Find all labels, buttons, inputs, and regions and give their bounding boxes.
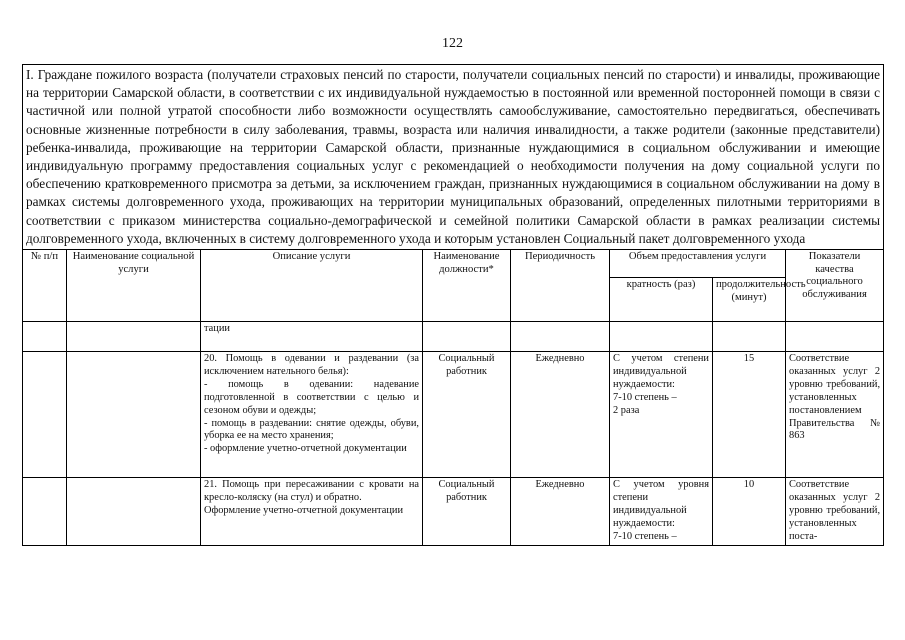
row-quality: [786, 322, 884, 352]
row-description: [201, 352, 423, 478]
heading-row: [23, 65, 884, 250]
row-multiplicity: [610, 478, 713, 546]
row-periodicity: Ежедневно: [511, 352, 610, 478]
header-description: Описание услуги: [201, 250, 423, 322]
header-position: Наименование должности*: [423, 250, 511, 322]
row-num: [23, 352, 67, 478]
row-position: Социальный работник: [423, 352, 511, 478]
row-description: [201, 322, 423, 352]
table-row: [23, 478, 884, 546]
row-position: Социальный работник: [423, 478, 511, 546]
header-multiplicity: кратность (раз): [610, 278, 713, 322]
multiplicity-line: 7-10 степень –: [613, 530, 677, 542]
row-num: [23, 322, 67, 352]
row-duration: 10: [713, 478, 786, 546]
header-service-name: Наименование социальной услуги: [67, 250, 201, 322]
row-periodicity: Ежедневно: [511, 478, 610, 546]
row-num: [23, 478, 67, 546]
table-row: [23, 322, 884, 352]
description-line: - помощь в раздевании: снятие одежды, обуви, уборка ее на место хранения;: [204, 417, 419, 442]
description-line: 21. Помощь при пересаживании с кровати на кресло-коляску (на стул) и обратно.: [204, 479, 419, 503]
row-quality: [786, 478, 884, 546]
description-line: 20. Помощь в одевании и раздевании (за исключением нательного белья):: [204, 353, 419, 377]
row-service-name: [67, 322, 201, 352]
services-table: [22, 64, 884, 546]
multiplicity-line: С учетом степени индивидуальной нуждаемости:: [613, 353, 709, 390]
description-line: тации: [204, 323, 230, 335]
row-duration: 15: [713, 352, 786, 478]
header-volume: Объем предоставления услуги: [610, 250, 786, 278]
row-quality: [786, 352, 884, 478]
row-service-name: [67, 478, 201, 546]
description-line: - оформление учетно-отчетной документации: [204, 443, 407, 455]
multiplicity-line: 2 раза: [613, 404, 640, 416]
quality-line: Соответствие оказанных услуг 2 уровню требований, установленных постановлением Правительства № 863: [789, 353, 881, 442]
header-duration: продолжительность (минут): [713, 278, 786, 322]
row-multiplicity: [610, 352, 713, 478]
header-row: [23, 250, 884, 278]
row-position: [423, 322, 511, 352]
description-line: Оформление учетно-отчетной документации: [204, 504, 404, 516]
row-description: [201, 478, 423, 546]
quality-line: Соответствие оказанных услуг 2 уровню требований, установленных поста-: [789, 479, 881, 542]
row-duration: [713, 322, 786, 352]
row-service-name: [67, 352, 201, 478]
page-number: 122: [442, 36, 463, 51]
header-periodicity: Периодичность: [511, 250, 610, 322]
table-row: [23, 352, 884, 478]
row-periodicity: [511, 322, 610, 352]
multiplicity-line: 7-10 степень –: [613, 391, 677, 403]
multiplicity-line: С учетом уровня степени индивидуальной нуждаемости:: [613, 479, 709, 529]
header-quality: Показатели качества социального обслуживания: [786, 250, 884, 322]
description-line: - помощь в одевании: надевание подготовленной в соответствии с целью и сезоном обуви и одежды;: [204, 378, 419, 416]
category-heading: I. Граждане пожилого возраста (получатели страховых пенсий по старости, получатели социальных пенсий по старости) и инвалиды, проживающие на территории Самарской области, в соответствии с их индивидуальной нуждаемостью в постоянной или временной посторонней помощи в связи с частичной или полной утратой способности либо возможности осуществлять самообслуживание, самостоятельно передвигаться, обеспечивать основные жизненные потребности в силу заболевания, травмы, возраста или наличия инвалидности, а также родители (законные представители) ребенка-инвалида, проживающие на территории Самарской области, признанные нуждающимися в социальном обслуживании и имеющие индивидуальную программу предоставления социальных услуг с рекомендацией о необходимости получения на дому социальной услуги по обеспечению кратковременного присмотра за детьми, за исключением граждан, признанных нуждающимися в социальном обслуживании на дому в рамках системы долговременного ухода, проживающих на территории муниципальных образований, определенных пилотными территориями в соответствии с приказом министерства социально-демографической и семейной политики Самарской области в рамках реализации системы долговременного ухода, включенных в систему долговременного ухода и которым установлен Социальный пакет долговременного ухода: [23, 65, 884, 250]
row-multiplicity: [610, 322, 713, 352]
header-num: № п/п: [23, 250, 67, 322]
